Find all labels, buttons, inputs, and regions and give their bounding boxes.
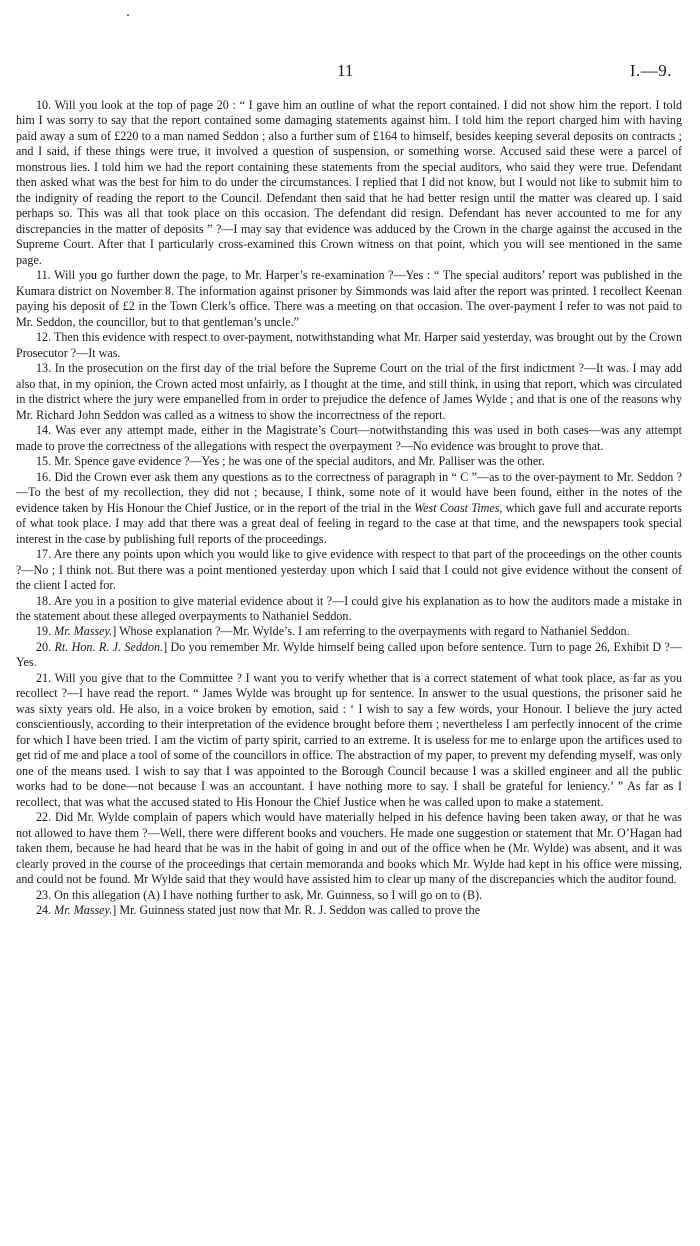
paragraph-16: 16. Did the Crown ever ask them any questions as to the correctness of paragraph in “ C ”—as to the over-payment to Mr. Seddon ?—To the best of my recollection, they did not ; because, I think, some note of it would have been found, either in the notes of the evidence taken by His Honour the Chief Justice, or in the report of the trial in the West Coast Times, which gave full and accurate reports of what took place. I may add that there was a great deal of feeling in regard to the case at that time, and the newspapers took special interest in the case by publishing full reports of the proceedings. <box>16 469 682 546</box>
paragraph-14: 14. Was ever any attempt made, either in the Magistrate’s Court—notwithstanding this was used in both cases—was any attempt made to prove the correctness of the allegations with respect the overpayment ?—No evidence was brought to prove that. <box>16 423 682 453</box>
paragraph-15: 15. Mr. Spence gave evidence ?—Yes ; he was one of the special auditors, and Mr. Palliser was the other. <box>36 454 545 469</box>
paragraph-13: 13. In the prosecution on the first day of the trial before the Supreme Court on the trial of the first indictment ?—It was. I may add also that, in my opinion, the Crown acted most unfairly, as I thought at the time, and still think, in using that report, which was circulated in the district where the jury were empanelled from in order to prejudice the defence of James Wylde ; and that is one of the reasons why Mr. Richard John Seddon was called as a witness to show the incorrectness of the report. <box>16 361 682 422</box>
paragraph-24: 24. Mr. Massey.] Mr. Guinness stated just now that Mr. R. J. Seddon was called to prove the <box>36 903 481 918</box>
page-header <box>0 61 700 81</box>
scan-speck <box>127 14 129 16</box>
paragraph-17: 17. Are there any points upon which you would like to give evidence with respect to that part of the proceedings on the other counts ?—No ; I think not. But there was a point mentioned yesterday upon which I said that I could not give evidence without the consent of the client I acted for. <box>16 547 682 593</box>
document-code: I.—9. <box>629 61 672 80</box>
page-number: 11 <box>337 61 354 80</box>
document-body <box>16 98 682 919</box>
paragraph-19: 19. Mr. Massey.] Whose explanation ?—Mr. Wylde’s. I am referring to the overpayments with regard to Nathaniel Seddon. <box>36 624 630 639</box>
paragraph-11: 11. Will you go further down the page, to Mr. Harper’s re-examination ?—Yes : “ The special auditors’ report was published in the Kumara district on November 8. The information against prisoner by Simmonds was laid after the report was printed. I recollect Keenan paying his deposit of £2 in the Town Clerk’s office. There was a meeting on that occasion. The over-payment I refer to was not paid to Mr. Seddon, the councillor, but to that gentleman’s uncle.” <box>16 268 682 329</box>
paragraph-12: 12. Then this evidence with respect to over-payment, notwithstanding what Mr. Harper said yesterday, was brought out by the Crown Prosecutor ?—It was. <box>16 330 682 360</box>
paragraph-23: 23. On this allegation (A) I have nothing further to ask, Mr. Guinness, so I will go on to (B). <box>36 887 483 902</box>
paragraph-18: 18. Are you in a position to give material evidence about it ?—I could give his explanation as to how the auditors made a mistake in the statement about these alleged overpayments to Nathaniel Seddon. <box>16 593 682 623</box>
paragraph-10: 10. Will you look at the top of page 20 : “ I gave him an outline of what the report contained. I did not show him the report. I told him I was sorry to say that the report contained some damaging statements against him. I told him the report charged him with having paid away a sum of £220 to a man named Seddon ; also a further sum of £164 to himself, besides keeping several deposits on contracts ; and I said, if these things were true, it involved a question of suspension, or something worse. Accused said these were a parcel of monstrous lies. I told him we had the report containing these statements from the special auditors, who said they were true. Defendant then asked what was the best for him to do under the circumstances. I replied that I did not know, but I would not like to submit him to the indignity of reading the report to the Council. Defendant then said that he had better resign until the matter was cleared up. I said perhaps so. This was all that took place on this occasion. The defendant did resign. Defendant has never accounted to me for any discrepancies in the matter of deposits ” ?—I may say that evidence was adduced by the Crown in the charge against the accused in the Supreme Court. After that I particularly cross-examined this Crown witness on that point, which you will see mentioned in the same page. <box>16 98 682 267</box>
paragraph-22: 22. Did Mr. Wylde complain of papers which would have materially helped in his defence having been taken away, or that he was not allowed to have them ?—Well, there were different books and vouchers. He made one suggestion or statement that Mr. O’Hagan had taken them, because he had heard that he was in the habit of going in and out of the office when he (Mr. Wylde) was absent, and it was clearly proved in the course of the proceedings that certain memoranda and books which Mr. Wylde had kept in his office were missing, and could not be found. Mr Wylde said that they would have assisted him to clear up many of the discrepancies which the auditor found. <box>16 810 682 887</box>
paragraph-21: 21. Will you give that to the Committee ? I want you to verify whether that is a correct statement of what took place, as far as you recollect ?—I have read the report. “ James Wylde was brought up for sentence. In answer to the usual questions, the prisoner said he was sixty years old. He also, in a voice broken by emotion, said : ‘ I wish to say a few words, your Honour. I believe the jury acted conscientiously, according to their interpretation of the evidence brought before them ; nevertheless I am perfectly innocent of the crime for which I have been tried. I am the victim of party spirit, carried to an extreme. It is useless for me to enlarge upon the artifices used to get rid of me and place a tool of some of the councillors in office. The abstraction of my paper, to prevent my defending myself, was only one of the means used. I wish to say that I was appointed to the Borough Council because I was a skilled engineer and all the public works had to be done—not because I was an accountant. I have nothing more to say. I shall be grateful for leniency.’ ” As far as I recollect, that was what the accused stated to His Honour the Chief Justice when he was called upon to make a statement. <box>16 670 682 809</box>
paragraph-20: 20. Rt. Hon. R. J. Seddon.] Do you remember Mr. Wylde himself being called upon before sentence. Turn to page 26, Exhibit D ?—Yes. <box>16 639 682 670</box>
